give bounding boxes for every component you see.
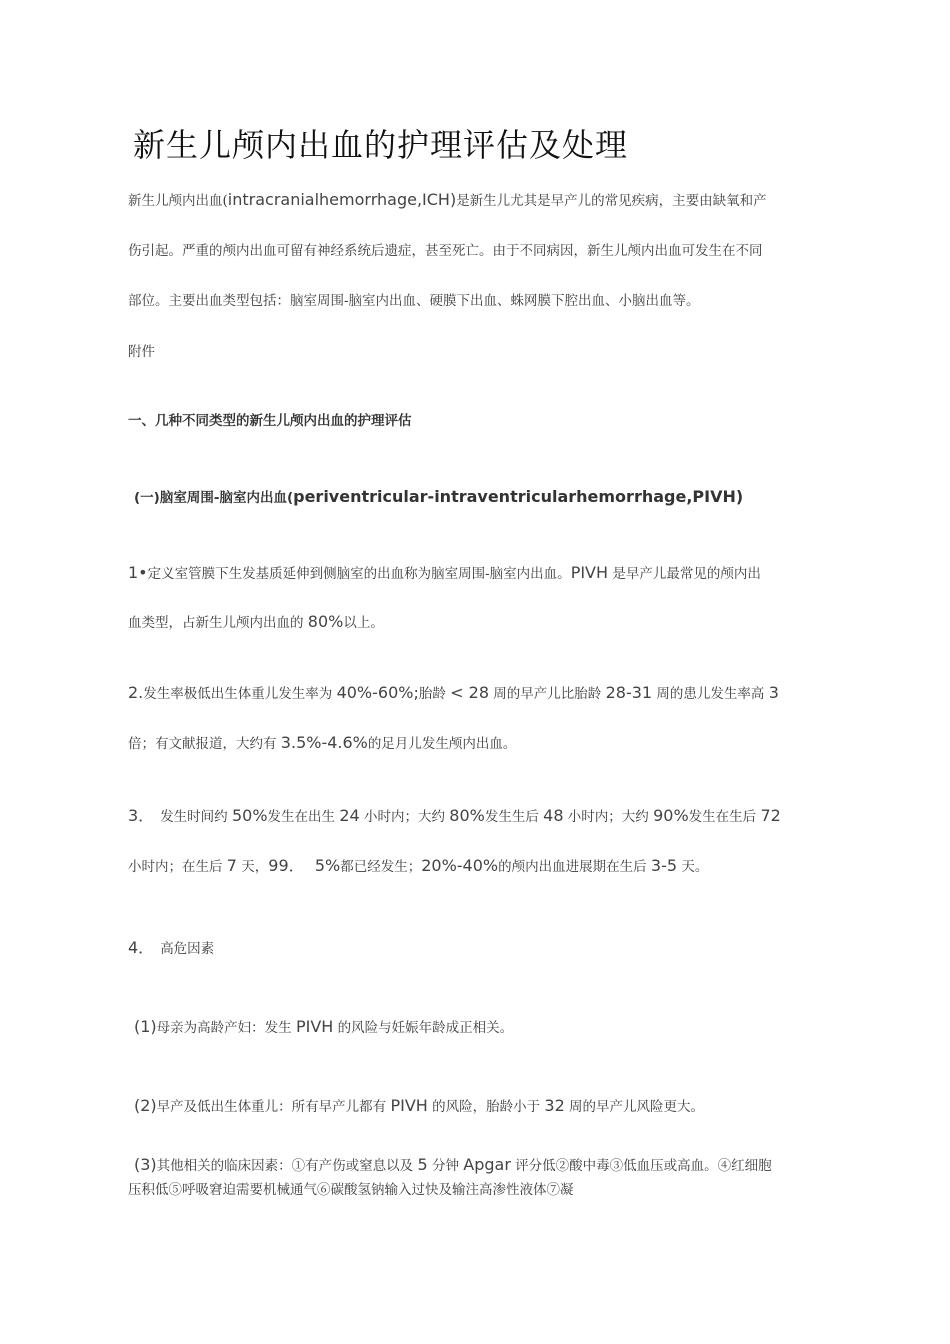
factor-3-line-2: 压积低⑤呼吸窘迫需要机械通气⑥碳酸氢钠输入过快及输注高渗性液体⑦凝 xyxy=(128,1182,574,1198)
item-number-en: 7 xyxy=(226,856,237,875)
item2-line-1 xyxy=(128,682,779,702)
factor-text: 母亲为高龄产妇：发生 xyxy=(156,1020,296,1036)
intro-line-1 xyxy=(128,189,767,209)
item-text-en: PIVH xyxy=(570,563,609,582)
item-text: 发生率极低出生体重儿发生率为 xyxy=(143,686,337,702)
item-text: 发生在出生 xyxy=(267,809,340,825)
intro-text: 是新生儿尤其是早产儿的常见疾病，主要由缺氧和产 xyxy=(456,193,767,209)
item-number-en: 72 xyxy=(760,806,781,825)
item1-line-1 xyxy=(128,562,761,582)
item-number-en: 24 xyxy=(339,806,360,825)
subsection-label-en: periventricular-intraventricularhemorrhage,PIVH) xyxy=(293,487,744,506)
item1-line-2 xyxy=(128,611,384,631)
item2-line-2 xyxy=(128,732,516,752)
item-text: 以上。 xyxy=(343,615,384,631)
item-text: 小时内；大约 xyxy=(359,809,450,825)
item-text: 小时内；大约 xyxy=(563,809,654,825)
item-text: 是早产儿最常见的颅内出 xyxy=(608,566,761,582)
factor-text: 的风险，胎龄小于 xyxy=(427,1099,545,1115)
item-text: 高危因素 xyxy=(160,941,215,957)
item-number-en: 3.5%-4.6% xyxy=(280,733,368,752)
item-text: 天， xyxy=(236,859,269,875)
item-text: 周的患儿发生率高 xyxy=(652,686,769,702)
item-number: 2. xyxy=(128,683,144,702)
intro-text: 新生儿颅内出血( xyxy=(128,193,228,209)
subsection-label-cn: (一)脑室周围-脑室内出血( xyxy=(134,490,294,506)
item-number-en: 28-31 xyxy=(605,683,653,702)
attachment-label: 附件 xyxy=(128,344,155,360)
item-number-en: 40%-60%; xyxy=(336,683,419,702)
factor-2 xyxy=(134,1095,704,1115)
item-number-en: 99． 5% xyxy=(268,856,341,875)
item-number-en: 80% xyxy=(449,806,485,825)
item-text: 血类型，占新生儿颅内出血的 xyxy=(128,615,308,631)
item-text: 都已经发生； xyxy=(340,859,422,875)
factor-number: (1) xyxy=(134,1017,157,1036)
item4-line xyxy=(128,935,214,958)
item-text: 天。 xyxy=(677,859,709,875)
intro-line-3: 部位。主要出血类型包括：脑室周围-脑室内出血、硬膜下出血、蛛网膜下腔出血、小脑出血等。 xyxy=(128,293,700,309)
intro-line-2: 伤引起。严重的颅内出血可留有神经系统后遗症，甚至死亡。由于不同病因，新生儿颅内出血可发生在不同 xyxy=(128,243,763,259)
item-number-en: 80% xyxy=(307,612,344,631)
factor-number: (2) xyxy=(134,1096,157,1115)
factor-1 xyxy=(134,1016,513,1036)
factor-text: 评分低②酸中毒③低血压或高血。④红细胞 xyxy=(510,1158,772,1174)
factor-text-en: 5 xyxy=(417,1155,428,1174)
item-text: 发生生后 xyxy=(484,809,544,825)
item-text: 定义室管膜下生发基质延伸到侧脑室的出血称为脑室周围-脑室内出血。 xyxy=(147,566,571,582)
item-number-en: 50% xyxy=(231,806,268,825)
item-number-en: 3 xyxy=(768,683,779,702)
item-text: 倍；有文献报道，大约有 xyxy=(128,736,281,752)
item-text: 胎龄 xyxy=(418,686,451,702)
item3-line-2 xyxy=(128,853,708,876)
item-number-en: < 28 xyxy=(450,683,490,702)
item-number: 1• xyxy=(128,563,148,582)
item-number: 4． xyxy=(128,938,155,957)
section-heading: 一、几种不同类型的新生儿颅内出血的护理评估 xyxy=(128,413,412,429)
item-text: 周的早产儿比胎龄 xyxy=(489,686,606,702)
item-number-en: 90% xyxy=(653,806,689,825)
item-text: 发生在生后 xyxy=(688,809,761,825)
item-text: 发生时间约 xyxy=(160,809,232,825)
item-number-en: 3-5 xyxy=(650,856,678,875)
factor-text: 分钟 xyxy=(427,1158,464,1174)
item-number: 3． xyxy=(128,806,155,825)
factor-text-en: PIVH xyxy=(390,1096,428,1115)
item-number-en: 20%-40% xyxy=(421,856,499,875)
factor-text: 的风险与妊娠年龄成正相关。 xyxy=(333,1020,514,1036)
factor-text: 周的早产儿风险更大。 xyxy=(564,1099,705,1115)
page-title: 新生儿颅内出血的护理评估及处理 xyxy=(133,126,629,164)
intro-term-en: intracranialhemorrhage,ICH) xyxy=(227,190,457,209)
factor-text-en: 32 xyxy=(544,1096,565,1115)
factor-number: (3) xyxy=(134,1155,157,1174)
item-text: 小时内；在生后 xyxy=(128,859,227,875)
item-text: 的足月儿发生颅内出血。 xyxy=(367,736,517,752)
item-number-en: 48 xyxy=(543,806,564,825)
factor-text: 早产及低出生体重儿：所有早产儿都有 xyxy=(156,1099,391,1115)
subsection-heading xyxy=(134,486,743,506)
factor-3-line-1 xyxy=(134,1154,772,1174)
factor-text: 其他相关的临床因素：①有产伤或窒息以及 xyxy=(156,1158,418,1174)
item3-line-1 xyxy=(128,803,781,826)
factor-text-en: Apgar xyxy=(463,1155,511,1174)
factor-text-en: PIVH xyxy=(295,1017,334,1036)
item-text: 的颅内出血进展期在生后 xyxy=(498,859,651,875)
